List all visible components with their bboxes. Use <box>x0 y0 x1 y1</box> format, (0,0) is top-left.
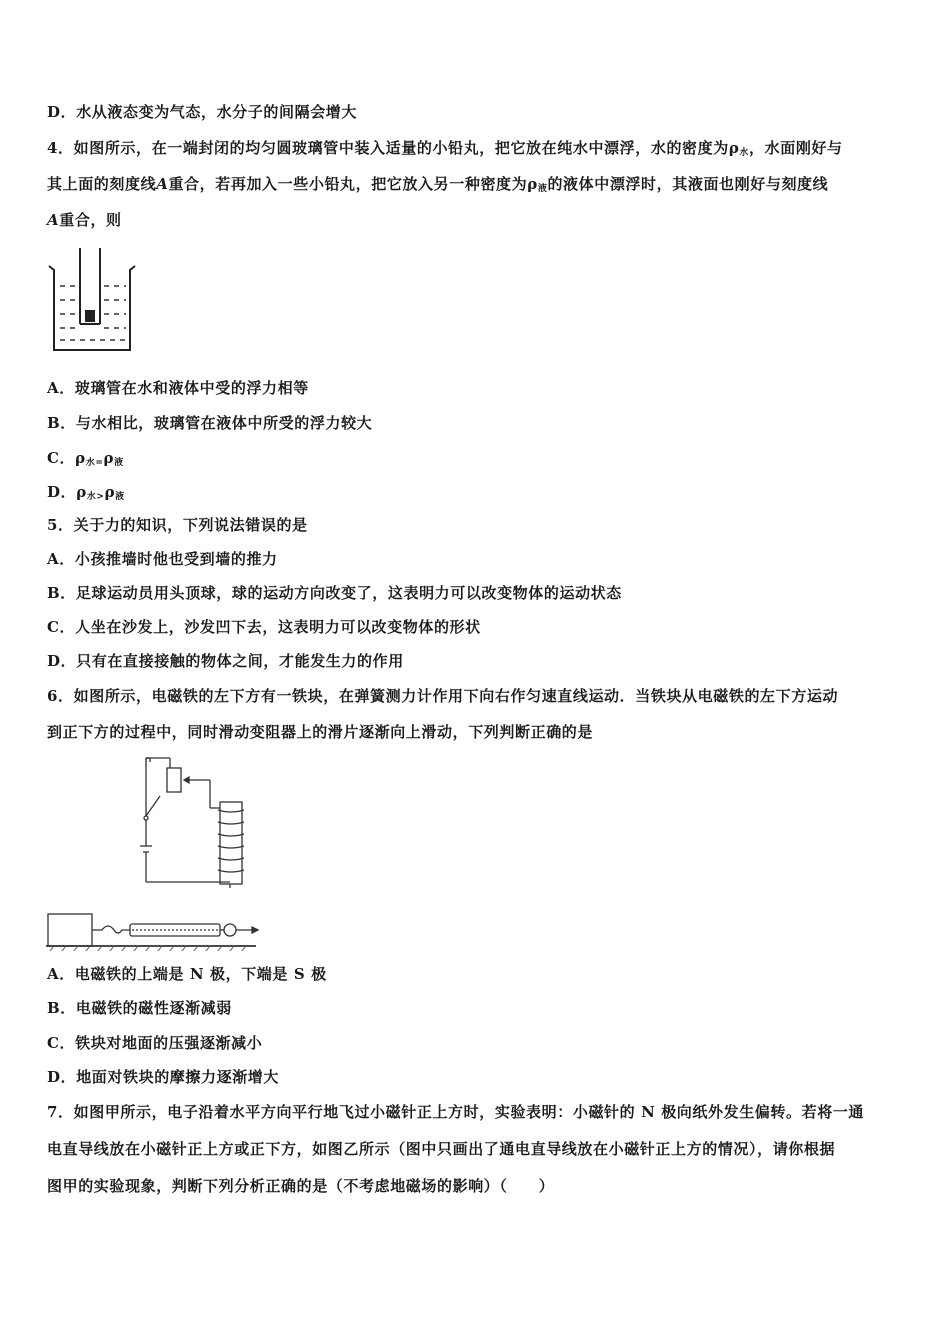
q4-stem-line-3: A重合，则 <box>47 211 122 229</box>
q7-stem-line-3: 图甲的实验现象，判断下列分析正确的是（不考虑地磁场的影响）（ ） <box>47 1177 555 1195</box>
q6-option-d: D．地面对铁块的摩擦力逐渐增大 <box>47 1068 280 1086</box>
q5-option-b: B．足球运动员用头顶球，球的运动方向改变了，这表明力可以改变物体的运动状态 <box>47 584 622 602</box>
q4-stem-line-2: 其上面的刻度线A重合，若再加入一些小铅丸，把它放入另一种密度为$\rho_液$的液体中漂浮时，其液面也刚好与刻度线 <box>47 175 829 194</box>
q6-option-c: C．铁块对地面的压强逐渐减小 <box>47 1034 263 1052</box>
q4-option-c: C．$\rho_{水=}\rho_液$ <box>47 449 124 468</box>
q4-option-a: A．玻璃管在水和液体中受的浮力相等 <box>47 379 309 397</box>
q6-circuit-figure <box>44 752 270 952</box>
q5-stem: 5．关于力的知识，下列说法错误的是 <box>47 516 308 534</box>
q4-option-b: B．与水相比，玻璃管在液体中所受的浮力较大 <box>47 414 373 432</box>
q7-stem-line-1: 7．如图甲所示，电子沿着水平方向平行地飞过小磁针正上方时，实验表明：小磁针的 N 极向纸外发生偏转。若将一通 <box>47 1103 864 1121</box>
q7-stem-line-2: 电直导线放在小磁针正上方或正下方，如图乙所示（图中只画出了通电直导线放在小磁针正上方的情况），请你根据 <box>47 1140 836 1158</box>
q5-option-c: C．人坐在沙发上，沙发凹下去，这表明力可以改变物体的形状 <box>47 618 481 636</box>
q4-stem-line-1: 4．如图所示，在一端封闭的均匀圆玻璃管中装入适量的小铅丸，把它放在纯水中漂浮，水的密度为$\rho_水$，水面刚好与 <box>47 139 843 158</box>
q6-stem-line-1: 6．如图所示，电磁铁的左下方有一铁块，在弹簧测力计作用下向右作匀速直线运动．当铁块从电磁铁的左下方运动 <box>47 687 839 705</box>
q6-option-b: B．电磁铁的磁性逐渐减弱 <box>47 999 232 1017</box>
q6-option-a: A．电磁铁的上端是 N 极，下端是 S 极 <box>47 965 327 983</box>
q6-stem-line-2: 到正下方的过程中，同时滑动变阻器上的滑片逐渐向上滑动，下列判断正确的是 <box>47 723 594 741</box>
q5-option-d: D．只有在直接接触的物体之间，才能发生力的作用 <box>47 652 404 670</box>
q3-option-d: D．水从液态变为气态，水分子的间隔会增大 <box>47 103 358 121</box>
q5-option-a: A．小孩推墙时他也受到墙的推力 <box>47 550 278 568</box>
q4-beaker-figure <box>46 246 138 356</box>
q4-option-d: D．$\rho_{水>}\rho_液$ <box>47 483 125 502</box>
